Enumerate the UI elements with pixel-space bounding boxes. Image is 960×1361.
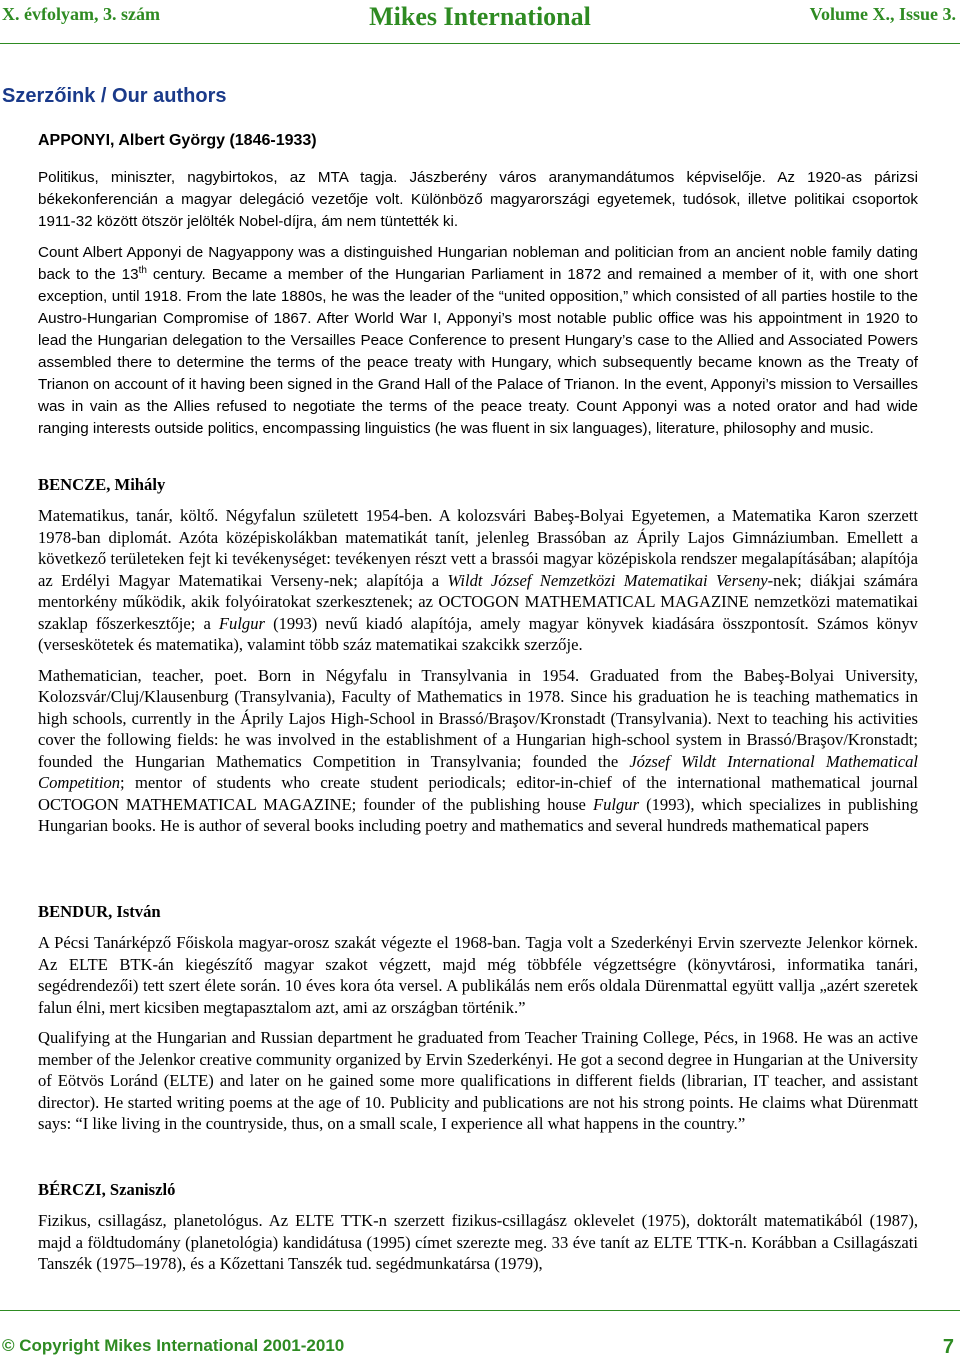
author-name: BENDUR, István xyxy=(38,902,161,921)
author-entry-bendur xyxy=(38,902,918,1135)
author-name: BÉRCZI, Szaniszló xyxy=(38,1180,176,1199)
author-entry-apponyi xyxy=(38,131,918,440)
author-bio-hu: Politikus, miniszter, nagybirtokos, az MTA tagja. Jászberény város aranymandátumos képviselője. Az 1920-as párizsi békekonferencián a magyar delegáció vezetője volt. Különböző magyarországi egyetemek, tudósok, illetve politikai csoportok 1911-32 között ötször jelölték Nobel-díjra, ám nem tüntették ki. xyxy=(38,169,918,230)
header-volume-hu: X. évfolyam, 3. szám xyxy=(2,4,160,24)
author-bio-en: Count Albert Apponyi de Nagyappony was a distinguished Hungarian nobleman and politician from an ancient noble family dating back to the 13th century. Became a member of the Hungarian Parliament in 1872 and remained a member of it, with one short exception, until 1918. From the late 1880s, he was the leader of the “united opposition,” which consisted of all parties hostile to the Austro-Hungarian Compromise of 1867. After World War I, Apponyi’s most notable public office was his appointment in 1920 to lead the Hungarian delegation to the Versailles Peace Conference to present Hungary’s case to the Allied and Associated Powers assembled there to determine the terms of the peace treaty with Hungary, which subsequently became known as the Treaty of Trianon on account of it having been signed in the Grand Hall of the Palace of Trianon. In the event, Apponyi’s mission to Versailles was in vain as the Allies refused to negotiate the terms of the peace treaty. Count Apponyi was a noted orator and had wide ranging interests outside politics, encompassing linguistics (he was fluent in six languages), literature, philosophy and music. xyxy=(38,244,918,437)
author-bio-hu: A Pécsi Tanárképző Főiskola magyar-orosz szakát végezte el 1968-ban. Tagja volt a Szederkényi Ervin szervezte Jelenkor körnek. Az ELTE BTK-án kiegészítő magyar szakot végzett, majd még többféle végzettségre (könyvtárosi, informatika tanári, segédrendezői) tett szert élete során. 10 éves kora óta versel. A publikálás nem erős oldala Dürenmattal együtt vallja „azért szeretek falun élni, mert kicsiben megtapasztalom azt, ami az országban történik.” xyxy=(38,933,918,1017)
author-bio-hu: Matematikus, tanár, költő. Négyfalun született 1954-ben. A kolozsvári Babeş-Bolyai Egyetemen, a Matematika Karon szerzett 1978-ban diplomát. Azóta középiskolákban matematikát tanít, jelenleg Brassóban az Áprily Lajos Gimnáziumban. Emellett a következő területeken fejt ki tevékenységet: tevékenyen részt vett a brassói magyar középiskola rendszer megalapításában; alapítója az Erdélyi Magyar Matematikai Verseny-nek; alapítója a Wildt József Nemzetközi Matematikai Verseny-nek; diákjai számára mentorkény működik, akik folyóiratokat szerkesztenek; az OCTOGON MATHEMATICAL MAGAZINE nemzetközi matematikai szaklap főszerkesztője; a Fulgur (1993) nevű kiadó alapítója, amely magyar könyvek kiadására összpontosít. Számos könyv (verseskötetek és matematika), valamint több száz matematikai szakcikk szerzője. xyxy=(38,506,918,654)
author-name: BENCZE, Mihály xyxy=(38,475,166,494)
author-entry-berczi xyxy=(38,1180,918,1275)
author-bio-en: Mathematician, teacher, poet. Born in Négyfalu in Transylvania in 1954. Graduated from the Babeş-Bolyai University, Kolozsvár/Cluj/Klausenburg (Transylvania), Faculty of Mathematics in 1978. Since his graduation he is teaching mathematics in high schools, currently in the Áprily Lajos High-School in Brassó/Braşov/Kronstadt (Transylvania). Next to teaching his activities cover the following fields: he was involved in the establishment of a Hungarian high-school system in Brassó/Braşov/Kronstadt; founded the Hungarian Mathematics Competition in Transylvania; founded the József Wildt International Mathematical Competition; mentor of students who create student periodicals; editor-in-chief of the international mathematical journal OCTOGON MATHEMATICAL MAGAZINE; founder of the publishing house Fulgur (1993), which specializes in publishing Hungarian books. He is author of several books including poetry and mathematics and several hundreds mathematical papers xyxy=(38,665,919,835)
superscript-th: th xyxy=(138,264,147,276)
footer-copyright: © Copyright Mikes International 2001-2010 xyxy=(2,1336,345,1355)
author-bio-en: Qualifying at the Hungarian and Russian department he graduated from Teacher Training College, Pécs, in 1968. He was an active member of the Jelenkor creative community organized by Ervin Szederkényi. He got a second degree in Hungarian at the University of Eötvös Loránd (ELTE) and later on he gained some more qualifications in different fields (librarian, IT teacher, and assistant director). He started writing poems at the age of 10. Publicity and publications are not his strong points. He claims what Dürenmatt says: “I like living in the countryside, thus, on a small scale, I experience all what happens in the country.” xyxy=(38,1028,918,1133)
header-volume-en: Volume X., Issue 3. xyxy=(809,4,956,24)
header-divider xyxy=(0,43,960,44)
header-journal-title: Mikes International xyxy=(369,2,591,31)
footer-divider xyxy=(0,1310,960,1311)
section-title: Szerzőink / Our authors xyxy=(2,85,227,107)
author-bio-hu: Fizikus, csillagász, planetológus. Az ELTE TTK-n szerzett fizikus-csillagász oklevelet (1975), doktorált matematikából (1987), majd a földtudomány (planetológia) kandidátusa (1995) címet szerezte meg. 33 éve tanít az ELTE TTK-n. Korábban a Csillagászati Tanszék (1975–1978), és a Kőzettani Tanszék tud. segédmunkatársa (1979), xyxy=(38,1211,918,1273)
page-header xyxy=(0,0,960,42)
page-number: 7 xyxy=(942,1336,954,1358)
author-entry-bencze xyxy=(38,475,918,837)
author-name: APPONYI, Albert György (1846-1933) xyxy=(38,132,317,149)
